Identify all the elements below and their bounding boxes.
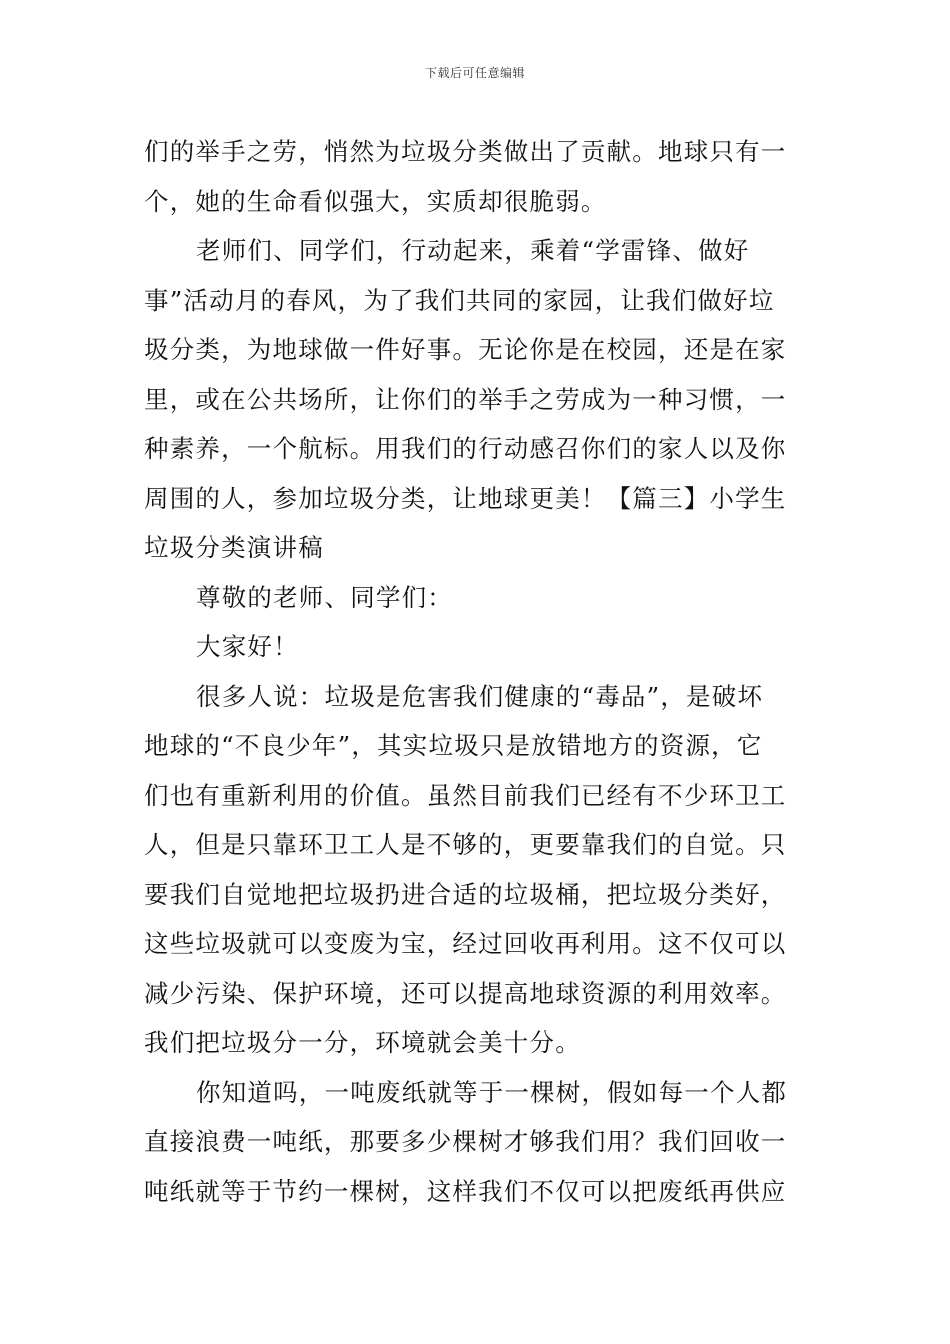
text-line: 地球的“不良少年”，其实垃圾只是放错地方的资源，它	[144, 731, 763, 760]
document-body	[144, 127, 808, 1216]
text-line: 个，她的生命看似强大，实质却很脆弱。	[144, 186, 607, 216]
text-line: 直接浪费一吨纸，那要多少棵树才够我们用？我们回收一	[144, 1127, 787, 1156]
text-line: 垃圾分类演讲稿	[144, 533, 324, 562]
text-line: 种素养，一个航标。用我们的行动感召你们的家人以及你	[144, 434, 787, 463]
text-line: 圾分类，为地球做一件好事。无论你是在校园，还是在家	[144, 335, 787, 364]
text-line: 你知道吗，一吨废纸就等于一棵树，假如每一个人都	[196, 1077, 788, 1107]
page-header: 下载后可任意编辑	[424, 66, 525, 80]
text-line: 事”活动月的春风，为了我们共同的家园，让我们做好垃	[144, 285, 775, 315]
text-line: 里，或在公共场所，让你们的举手之劳成为一种习惯，一	[144, 384, 787, 414]
text-line: 们也有重新利用的价值。虽然目前我们已经有不少环卫工	[144, 780, 787, 810]
text-line: 这些垃圾就可以变废为宝，经过回收再利用。这不仅可以	[144, 929, 787, 958]
salutation-line: 尊敬的老师、同学们：	[196, 582, 453, 612]
text-line: 很多人说：垃圾是危害我们健康的“毒品”，是破坏	[196, 681, 764, 711]
text-line: 我们把垃圾分一分，环境就会美十分。	[144, 1028, 581, 1057]
text-line: 人，但是只靠环卫工人是不够的，更要靠我们的自觉。只	[144, 830, 787, 859]
greeting-line: 大家好！	[196, 632, 299, 661]
text-line: 周围的人，参加垃圾分类，让地球更美！【篇三】小学生	[144, 483, 787, 513]
text-line: 们的举手之劳，悄然为垃圾分类做出了贡献。地球只有一	[144, 137, 787, 166]
text-line: 减少污染、保护环境，还可以提高地球资源的利用效率。	[144, 978, 787, 1008]
text-line: 吨纸就等于节约一棵树，这样我们不仅可以把废纸再供应	[144, 1176, 787, 1206]
text-line: 老师们、同学们，行动起来，乘着“学雷锋、做好	[196, 236, 750, 265]
text-line: 要我们自觉地把垃圾扔进合适的垃圾桶，把垃圾分类好，	[144, 879, 787, 909]
